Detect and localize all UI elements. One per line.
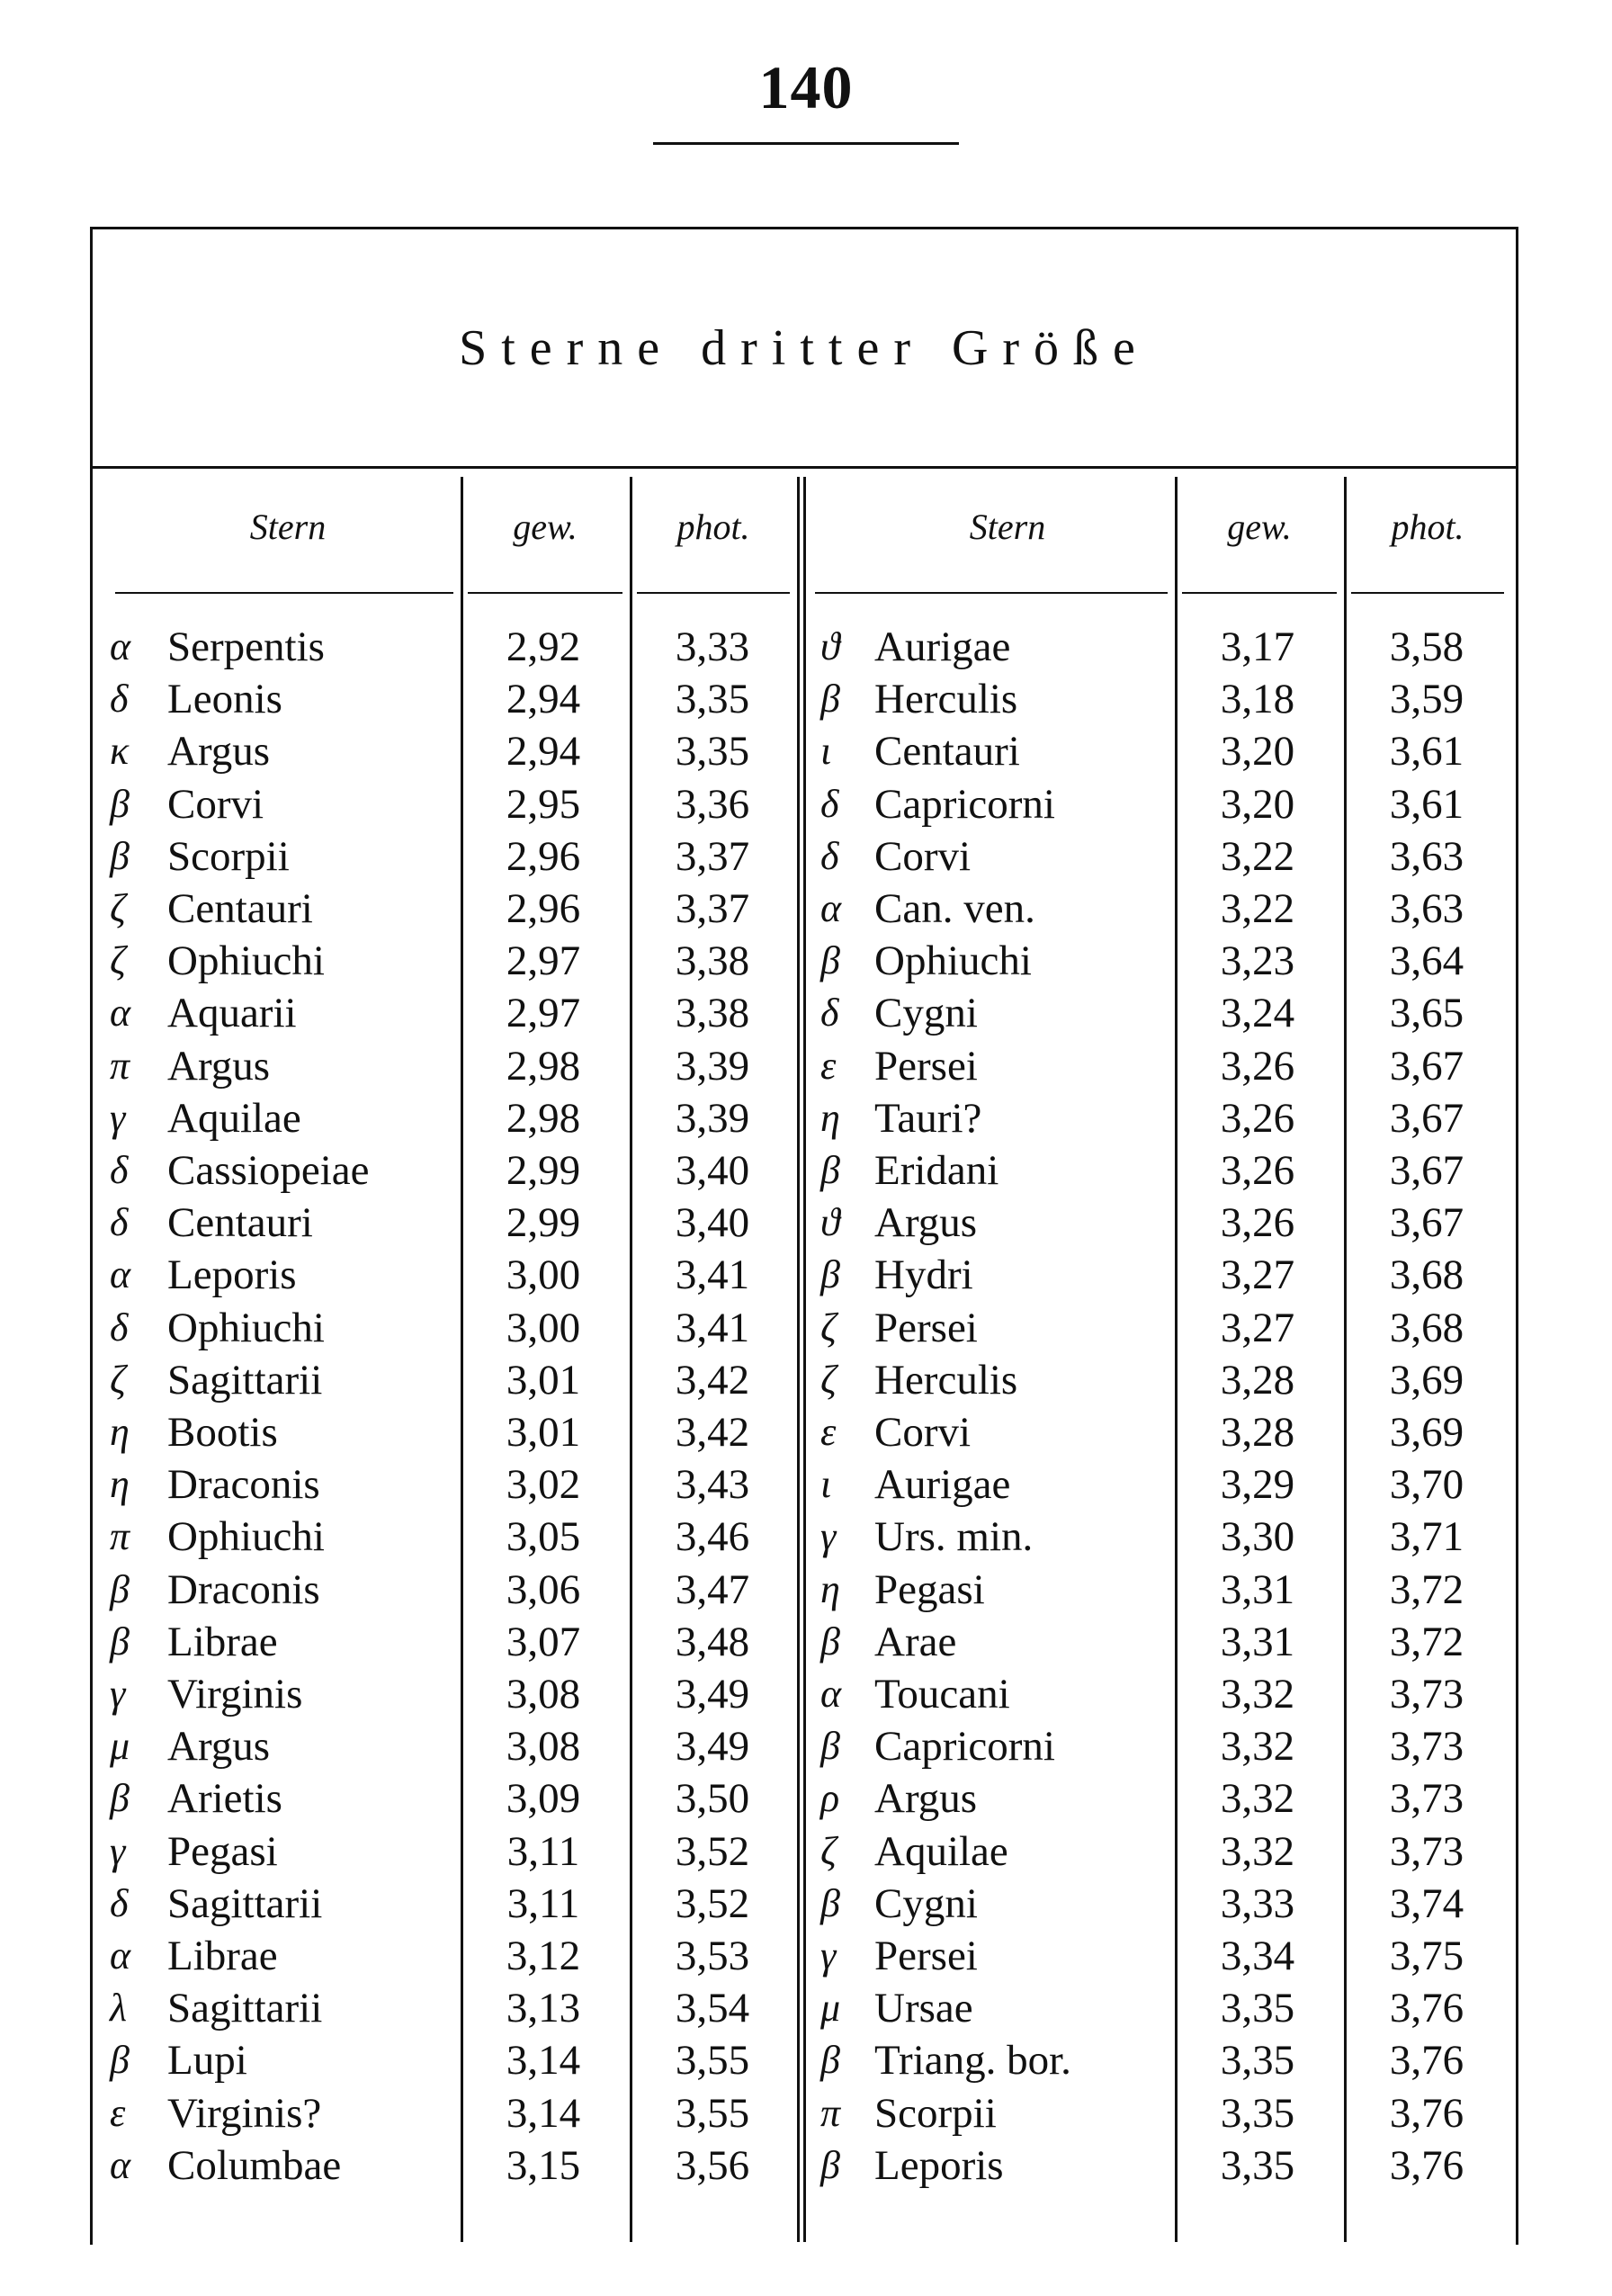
table-row	[0, 1406, 1612, 1458]
table-row	[0, 1720, 1612, 1772]
photographic-magnitude: 3,71	[1389, 1513, 1464, 1561]
star-name: Aurigae	[874, 623, 1011, 670]
visual-magnitude: 3,14	[506, 2089, 581, 2137]
bayer-letter: π	[110, 1514, 130, 1559]
visual-magnitude: 2,94	[506, 728, 581, 776]
photographic-magnitude: 3,76	[1389, 1985, 1464, 2032]
bayer-letter: α	[110, 2142, 131, 2187]
bayer-letter: ζ	[820, 1305, 837, 1350]
bayer-letter: ζ	[820, 1357, 837, 1402]
photographic-magnitude: 3,68	[1389, 1304, 1464, 1351]
bayer-letter: δ	[820, 781, 839, 826]
photographic-magnitude: 3,41	[675, 1251, 750, 1299]
photographic-magnitude: 3,65	[1389, 990, 1464, 1037]
photographic-magnitude: 3,55	[675, 2089, 750, 2137]
visual-magnitude: 3,02	[506, 1461, 581, 1509]
table-row	[0, 1616, 1612, 1668]
photographic-magnitude: 3,35	[675, 728, 750, 776]
photographic-magnitude: 3,69	[1389, 1356, 1464, 1404]
photographic-magnitude: 3,42	[675, 1356, 750, 1404]
photographic-magnitude: 3,38	[675, 937, 750, 985]
bayer-letter: β	[820, 2142, 840, 2187]
photographic-magnitude: 3,55	[675, 2037, 750, 2085]
star-name: Centauri	[874, 728, 1020, 776]
table-row	[0, 673, 1612, 725]
photographic-magnitude: 3,58	[1389, 623, 1464, 670]
table-row	[0, 1197, 1612, 1249]
photographic-magnitude: 3,76	[1389, 2089, 1464, 2137]
table-row	[0, 987, 1612, 1039]
table-row	[0, 1302, 1612, 1354]
header-star-right: Stern	[969, 507, 1046, 547]
photographic-magnitude: 3,67	[1389, 1094, 1464, 1142]
visual-magnitude: 3,00	[506, 1304, 581, 1351]
bayer-letter: β	[820, 677, 840, 722]
star-name: Scorpii	[874, 2089, 997, 2137]
photographic-magnitude: 3,38	[675, 990, 750, 1037]
visual-magnitude: 3,32	[1220, 1723, 1295, 1771]
table-row	[0, 1825, 1612, 1878]
bayer-letter: δ	[110, 1880, 129, 1925]
visual-magnitude: 3,32	[1220, 1775, 1295, 1823]
visual-magnitude: 3,28	[1220, 1409, 1295, 1456]
visual-magnitude: 3,35	[1220, 2089, 1295, 2137]
visual-magnitude: 3,00	[506, 1251, 581, 1299]
bayer-letter: ζ	[110, 1357, 126, 1402]
visual-magnitude: 3,27	[1220, 1304, 1295, 1351]
visual-magnitude: 2,98	[506, 1094, 581, 1142]
table-row	[0, 1040, 1612, 1092]
header-photo-right: phot.	[1391, 507, 1464, 547]
bayer-letter: β	[820, 1252, 840, 1297]
bayer-letter: ρ	[820, 1776, 840, 1821]
star-name: Sagittarii	[167, 1985, 323, 2032]
photographic-magnitude: 3,73	[1389, 1671, 1464, 1718]
table-row	[0, 935, 1612, 987]
table-row	[0, 1511, 1612, 1563]
star-name: Aquilae	[167, 1094, 301, 1142]
photographic-magnitude: 3,68	[1389, 1251, 1464, 1299]
visual-magnitude: 3,13	[506, 1985, 581, 2032]
bayer-letter: β	[820, 1148, 840, 1192]
visual-magnitude: 2,96	[506, 885, 581, 932]
visual-magnitude: 3,35	[1220, 1985, 1295, 2032]
star-name: Leonis	[167, 676, 282, 723]
bayer-letter: α	[110, 1933, 131, 1978]
star-name: Ursae	[874, 1985, 973, 2032]
star-name: Argus	[874, 1775, 978, 1823]
header-rule	[1182, 592, 1337, 594]
header-star-left: Stern	[249, 507, 327, 547]
visual-magnitude: 2,97	[506, 990, 581, 1037]
bayer-letter: β	[820, 1724, 840, 1769]
bayer-letter: γ	[110, 1095, 126, 1140]
visual-magnitude: 3,32	[1220, 1671, 1295, 1718]
photographic-magnitude: 3,49	[675, 1671, 750, 1718]
photographic-magnitude: 3,37	[675, 885, 750, 932]
star-name: Corvi	[167, 780, 264, 828]
bayer-letter: α	[110, 624, 131, 668]
bayer-letter: ϑ	[820, 624, 840, 668]
star-name: Toucani	[874, 1671, 1010, 1718]
bayer-letter: δ	[820, 991, 839, 1036]
visual-magnitude: 3,31	[1220, 1565, 1295, 1613]
bayer-letter: π	[820, 2090, 841, 2135]
photographic-magnitude: 3,50	[675, 1775, 750, 1823]
photographic-magnitude: 3,72	[1389, 1565, 1464, 1613]
star-name: Virginis?	[167, 2089, 322, 2137]
star-name: Ophiuchi	[167, 1513, 325, 1561]
star-name: Capricorni	[874, 1723, 1055, 1771]
photographic-magnitude: 3,67	[1389, 1199, 1464, 1247]
photographic-magnitude: 3,40	[675, 1147, 750, 1194]
star-name: Ophiuchi	[167, 937, 325, 985]
header-rule	[115, 592, 453, 594]
table-row	[0, 1249, 1612, 1301]
header-rule	[468, 592, 622, 594]
photographic-magnitude: 3,36	[675, 780, 750, 828]
bayer-letter: β	[110, 1566, 130, 1611]
photographic-magnitude: 3,46	[675, 1513, 750, 1561]
star-name: Arietis	[167, 1775, 282, 1823]
visual-magnitude: 2,98	[506, 1042, 581, 1090]
photographic-magnitude: 3,35	[675, 676, 750, 723]
star-name: Corvi	[874, 832, 972, 880]
bayer-letter: β	[110, 833, 130, 878]
bayer-letter: ε	[820, 1043, 837, 1088]
star-name: Can. ven.	[874, 885, 1035, 932]
photographic-magnitude: 3,67	[1389, 1147, 1464, 1194]
star-name: Corvi	[874, 1409, 972, 1456]
star-name: Pegasi	[167, 1827, 278, 1875]
photographic-magnitude: 3,76	[1389, 2037, 1464, 2085]
visual-magnitude: 3,22	[1220, 832, 1295, 880]
photographic-magnitude: 3,43	[675, 1461, 750, 1509]
star-name: Ophiuchi	[874, 937, 1032, 985]
table-row	[0, 2034, 1612, 2086]
bayer-letter: γ	[820, 1514, 837, 1559]
star-name: Pegasi	[874, 1565, 985, 1613]
bayer-letter: η	[820, 1566, 840, 1611]
photographic-magnitude: 3,33	[675, 623, 750, 670]
table-row	[0, 1354, 1612, 1406]
star-name: Aquilae	[874, 1827, 1008, 1875]
bayer-letter: ζ	[110, 886, 126, 930]
visual-magnitude: 3,18	[1220, 676, 1295, 723]
bayer-letter: β	[110, 1619, 130, 1664]
visual-magnitude: 3,06	[506, 1565, 581, 1613]
visual-magnitude: 3,26	[1220, 1147, 1295, 1194]
star-name: Leporis	[167, 1251, 297, 1299]
visual-magnitude: 3,08	[506, 1723, 581, 1771]
star-name: Herculis	[874, 1356, 1018, 1404]
photographic-magnitude: 3,42	[675, 1409, 750, 1456]
table-row	[0, 883, 1612, 935]
visual-magnitude: 3,22	[1220, 885, 1295, 932]
star-name: Capricorni	[874, 780, 1055, 828]
visual-magnitude: 3,26	[1220, 1094, 1295, 1142]
star-name: Cygni	[874, 990, 978, 1037]
bayer-letter: μ	[820, 1986, 841, 2031]
table-row	[0, 1144, 1612, 1197]
star-name: Urs. min.	[874, 1513, 1034, 1561]
visual-magnitude: 3,32	[1220, 1827, 1295, 1875]
table-row	[0, 1930, 1612, 1982]
visual-magnitude: 3,01	[506, 1409, 581, 1456]
star-name: Lupi	[167, 2037, 247, 2085]
visual-magnitude: 3,20	[1220, 728, 1295, 776]
visual-magnitude: 3,05	[506, 1513, 581, 1561]
bayer-letter: λ	[110, 1986, 128, 2031]
star-name: Ophiuchi	[167, 1304, 325, 1351]
visual-magnitude: 3,12	[506, 1933, 581, 1979]
photographic-magnitude: 3,49	[675, 1723, 750, 1771]
star-name: Sagittarii	[167, 1879, 323, 1927]
bayer-letter: β	[110, 781, 130, 826]
bayer-letter: β	[110, 1776, 130, 1821]
visual-magnitude: 3,17	[1220, 623, 1295, 670]
photographic-magnitude: 3,54	[675, 1985, 750, 2032]
visual-magnitude: 2,96	[506, 832, 581, 880]
bayer-letter: β	[110, 2038, 130, 2083]
header-photo-left: phot.	[676, 507, 750, 547]
bayer-letter: ϑ	[820, 1200, 840, 1245]
bayer-letter: μ	[110, 1724, 130, 1769]
visual-magnitude: 3,23	[1220, 937, 1295, 985]
visual-magnitude: 3,33	[1220, 1879, 1295, 1927]
star-name: Persei	[874, 1933, 978, 1979]
photographic-magnitude: 3,48	[675, 1618, 750, 1665]
photographic-magnitude: 3,64	[1389, 937, 1464, 985]
star-name: Hydri	[874, 1251, 973, 1299]
photographic-magnitude: 3,59	[1389, 676, 1464, 723]
bayer-letter: δ	[110, 1200, 129, 1245]
bayer-letter: ζ	[820, 1828, 837, 1873]
bayer-letter: β	[820, 1880, 840, 1925]
photographic-magnitude: 3,63	[1389, 885, 1464, 932]
table-row	[0, 621, 1612, 673]
visual-magnitude: 3,27	[1220, 1251, 1295, 1299]
photographic-magnitude: 3,69	[1389, 1409, 1464, 1456]
visual-magnitude: 2,99	[506, 1147, 581, 1194]
bayer-letter: γ	[820, 1933, 837, 1978]
table-row	[0, 2139, 1612, 2192]
photographic-magnitude: 3,72	[1389, 1618, 1464, 1665]
visual-magnitude: 3,14	[506, 2037, 581, 2085]
star-name: Librae	[167, 1933, 278, 1979]
star-name: Scorpii	[167, 832, 290, 880]
visual-magnitude: 3,35	[1220, 2037, 1295, 2085]
star-name: Bootis	[167, 1409, 278, 1456]
visual-magnitude: 2,94	[506, 676, 581, 723]
table-row	[0, 1982, 1612, 2034]
photographic-magnitude: 3,40	[675, 1199, 750, 1247]
star-name: Cassiopeiae	[167, 1147, 370, 1194]
table-row	[0, 1772, 1612, 1825]
visual-magnitude: 3,07	[506, 1618, 581, 1665]
star-name: Centauri	[167, 1199, 313, 1247]
table-row	[0, 1668, 1612, 1720]
header-rule	[1351, 592, 1504, 594]
table-row	[0, 2087, 1612, 2139]
star-name: Argus	[874, 1199, 978, 1247]
star-name: Cygni	[874, 1879, 978, 1927]
star-name: Centauri	[167, 885, 313, 932]
bayer-letter: δ	[110, 677, 129, 722]
bayer-letter: ι	[820, 729, 832, 774]
header-rule	[637, 592, 790, 594]
star-name: Columbae	[167, 2141, 342, 2189]
visual-magnitude: 3,35	[1220, 2141, 1295, 2189]
bayer-letter: β	[820, 2038, 840, 2083]
star-name: Sagittarii	[167, 1356, 323, 1404]
bayer-letter: ε	[110, 2090, 126, 2135]
title-rule	[90, 466, 1516, 469]
star-name: Serpentis	[167, 623, 325, 670]
bayer-letter: η	[820, 1095, 840, 1140]
photographic-magnitude: 3,63	[1389, 832, 1464, 880]
star-name: Draconis	[167, 1461, 320, 1509]
bayer-letter: ε	[820, 1410, 837, 1454]
visual-magnitude: 3,26	[1220, 1042, 1295, 1090]
photographic-magnitude: 3,67	[1389, 1042, 1464, 1090]
photographic-magnitude: 3,52	[675, 1879, 750, 1927]
star-name: Librae	[167, 1618, 278, 1665]
bayer-letter: γ	[110, 1828, 126, 1873]
star-name: Tauri?	[874, 1094, 982, 1142]
table-row	[0, 830, 1612, 883]
header-visual-right: gew.	[1227, 507, 1292, 547]
visual-magnitude: 3,09	[506, 1775, 581, 1823]
table-row	[0, 1564, 1612, 1616]
bayer-letter: α	[820, 886, 842, 930]
bayer-letter: κ	[110, 729, 130, 774]
photographic-magnitude: 3,56	[675, 2141, 750, 2189]
photographic-magnitude: 3,76	[1389, 2141, 1464, 2189]
table-row	[0, 778, 1612, 830]
table-row	[0, 1458, 1612, 1511]
bayer-letter: β	[820, 938, 840, 983]
table-row	[0, 1878, 1612, 1930]
photographic-magnitude: 3,41	[675, 1304, 750, 1351]
star-name: Virginis	[167, 1671, 303, 1718]
photographic-magnitude: 3,73	[1389, 1827, 1464, 1875]
star-name: Persei	[874, 1304, 978, 1351]
bayer-letter: β	[820, 1619, 840, 1664]
star-name: Aurigae	[874, 1461, 1011, 1509]
visual-magnitude: 3,24	[1220, 990, 1295, 1037]
visual-magnitude: 3,29	[1220, 1461, 1295, 1509]
photographic-magnitude: 3,53	[675, 1933, 750, 1979]
photographic-magnitude: 3,61	[1389, 780, 1464, 828]
visual-magnitude: 3,08	[506, 1671, 581, 1718]
visual-magnitude: 3,31	[1220, 1618, 1295, 1665]
photographic-magnitude: 3,39	[675, 1094, 750, 1142]
bayer-letter: η	[110, 1410, 130, 1454]
star-name: Argus	[167, 728, 271, 776]
photographic-magnitude: 3,39	[675, 1042, 750, 1090]
bayer-letter: η	[110, 1462, 130, 1507]
visual-magnitude: 2,95	[506, 780, 581, 828]
visual-magnitude: 3,11	[506, 1879, 580, 1927]
table-title: Sterne dritter Größe	[459, 320, 1150, 376]
visual-magnitude: 3,30	[1220, 1513, 1295, 1561]
bayer-letter: α	[820, 1672, 842, 1716]
photographic-magnitude: 3,61	[1389, 728, 1464, 776]
photographic-magnitude: 3,70	[1389, 1461, 1464, 1509]
visual-magnitude: 3,28	[1220, 1356, 1295, 1404]
bayer-letter: δ	[820, 833, 839, 878]
star-name: Argus	[167, 1723, 271, 1771]
star-name: Argus	[167, 1042, 271, 1090]
visual-magnitude: 3,26	[1220, 1199, 1295, 1247]
bayer-letter: π	[110, 1043, 130, 1088]
star-name: Persei	[874, 1042, 978, 1090]
table-row	[0, 1092, 1612, 1144]
star-name: Arae	[874, 1618, 957, 1665]
visual-magnitude: 3,34	[1220, 1933, 1295, 1979]
bayer-letter: δ	[110, 1305, 129, 1350]
photographic-magnitude: 3,75	[1389, 1933, 1464, 1979]
visual-magnitude: 3,01	[506, 1356, 581, 1404]
photographic-magnitude: 3,73	[1389, 1775, 1464, 1823]
star-name: Herculis	[874, 676, 1018, 723]
bayer-letter: α	[110, 991, 131, 1036]
bayer-letter: ι	[820, 1462, 832, 1507]
header-rule	[815, 592, 1168, 594]
visual-magnitude: 3,15	[506, 2141, 581, 2189]
photographic-magnitude: 3,73	[1389, 1723, 1464, 1771]
visual-magnitude: 2,97	[506, 937, 581, 985]
photographic-magnitude: 3,37	[675, 832, 750, 880]
bayer-letter: α	[110, 1252, 131, 1297]
photographic-magnitude: 3,47	[675, 1565, 750, 1613]
bayer-letter: δ	[110, 1148, 129, 1192]
header-visual-left: gew.	[513, 507, 578, 547]
visual-magnitude: 3,11	[506, 1827, 580, 1875]
star-name: Leporis	[874, 2141, 1004, 2189]
star-name: Triang. bor.	[874, 2037, 1071, 2085]
visual-magnitude: 2,92	[506, 623, 581, 670]
visual-magnitude: 2,99	[506, 1199, 581, 1247]
page-number: 140	[758, 53, 854, 121]
star-name: Aquarii	[167, 990, 297, 1037]
table-row	[0, 725, 1612, 777]
top-rule	[653, 142, 959, 145]
star-name: Eridani	[874, 1147, 999, 1194]
visual-magnitude: 3,20	[1220, 780, 1295, 828]
star-name: Draconis	[167, 1565, 320, 1613]
photographic-magnitude: 3,52	[675, 1827, 750, 1875]
photographic-magnitude: 3,74	[1389, 1879, 1464, 1927]
bayer-letter: γ	[110, 1672, 126, 1716]
bayer-letter: ζ	[110, 938, 126, 983]
